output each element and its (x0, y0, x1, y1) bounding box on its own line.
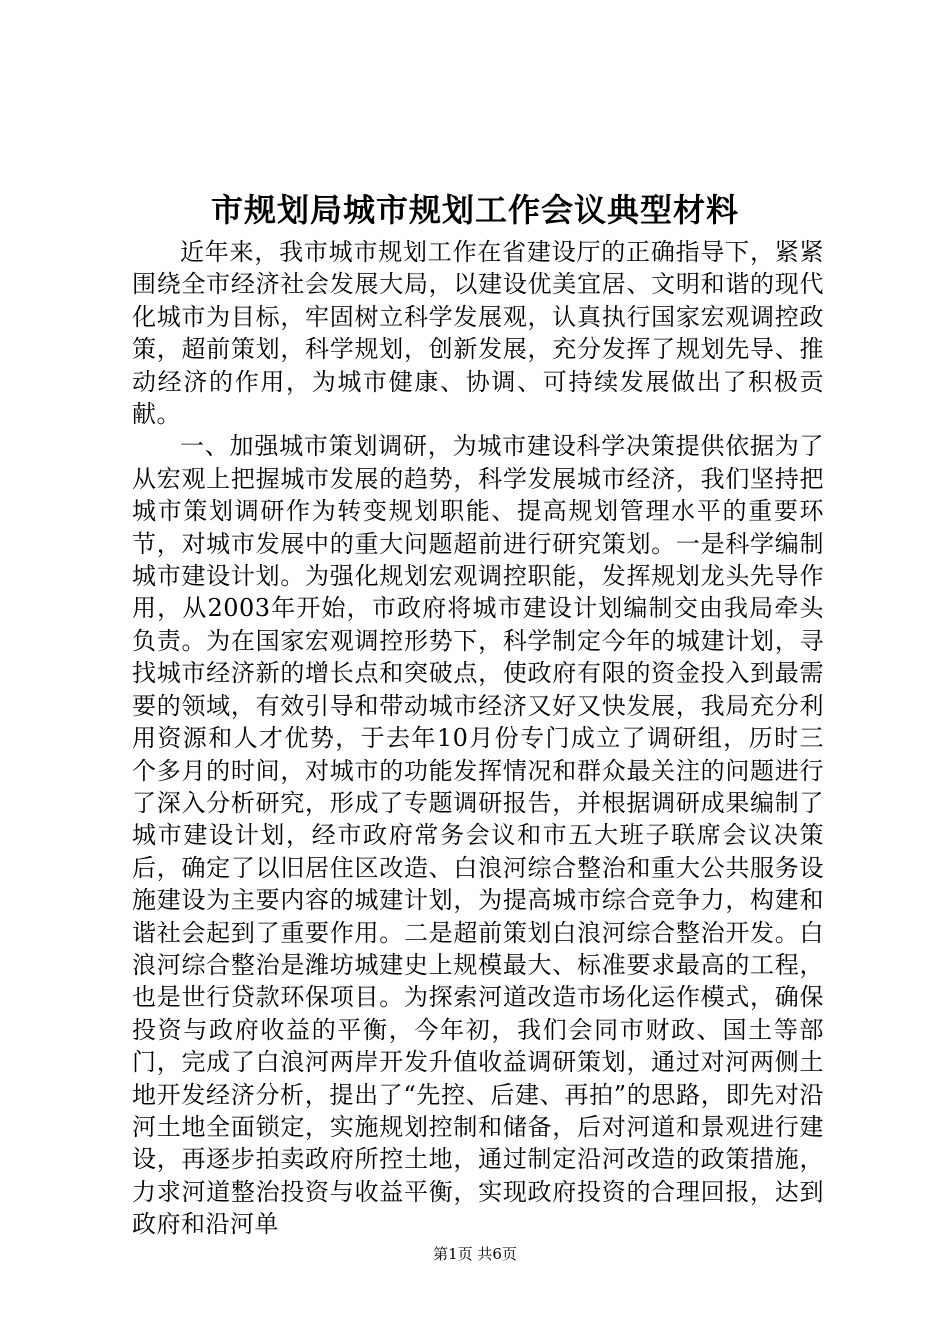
document-title: 市规划局城市规划工作会议典型材料 (210, 191, 739, 229)
page-footer: 第1页 共6页 (433, 1245, 517, 1263)
paragraph-section-one: 一、加强城市策划调研，为城市建设科学决策提供依据为了从宏观上把握城市发展的趋势，科学发展城市经济，我们坚持把城市策划调研作为转变规划职能、提高规划管理水平的重要环节，对城市发展中的重大问题超前进行研究策划。一是科学编制城市建设计划。为强化规划宏观调控职能，发挥规划龙头先导作用，从2003年开始，市政府将城市建设计划编制交由我局牵头负责。为在国家宏观调控形势下，科学制定今年的城建计划，寻找城市经济新的增长点和突破点，使政府有限的资金投入到最需要的领域，有效引导和带动城市经济又好又快发展，我局充分利用资源和人才优势，于去年10月份专门成立了调研组，历时三个多月的时间，对城市的功能发挥情况和群众最关注的问题进行了深入分析研究，形成了专题调研报告，并根据调研成果编制了城市建设计划，经市政府常务会议和市五大班子联席会议决策后，确定了以旧居住区改造、白浪河综合整治和重大公共服务设施建设为主要内容的城建计划，为提高城市综合竞争力，构建和谐社会起到了重要作用。二是超前策划白浪河综合整治开发。白浪河综合整治是潍坊城建史上规模最大、标准要求最高的工程，也是世行贷款环保项目。为探索河道改造市场化运作模式，确保投资与政府收益的平衡，今年初，我们会同市财政、国土等部门，完成了白浪河两岸开发升值收益调研策划，通过对河两侧土地开发经济分析，提出了“先控、后建、再拍”的思路，即先对沿河土地全面锁定，实施规划控制和储备，后对河道和景观进行建设，再逐步拍卖政府所控土地，通过制定沿河改造的政策措施，力求河道整治投资与收益平衡，实现政府投资的合理回报，达到政府和沿河单 (132, 432, 824, 1239)
paragraph-intro: 近年来，我市城市规划工作在省建设厅的正确指导下，紧紧围绕全市经济社会发展大局，以建设优美宜居、文明和谐的现代化城市为目标，牢固树立科学发展观，认真执行国家宏观调控政策，超前策划，科学规划，创新发展，充分发挥了规划先导、推动经济的作用，为城市健康、协调、可持续发展做出了积极贡献。 (132, 238, 824, 429)
document-body (132, 236, 824, 1241)
